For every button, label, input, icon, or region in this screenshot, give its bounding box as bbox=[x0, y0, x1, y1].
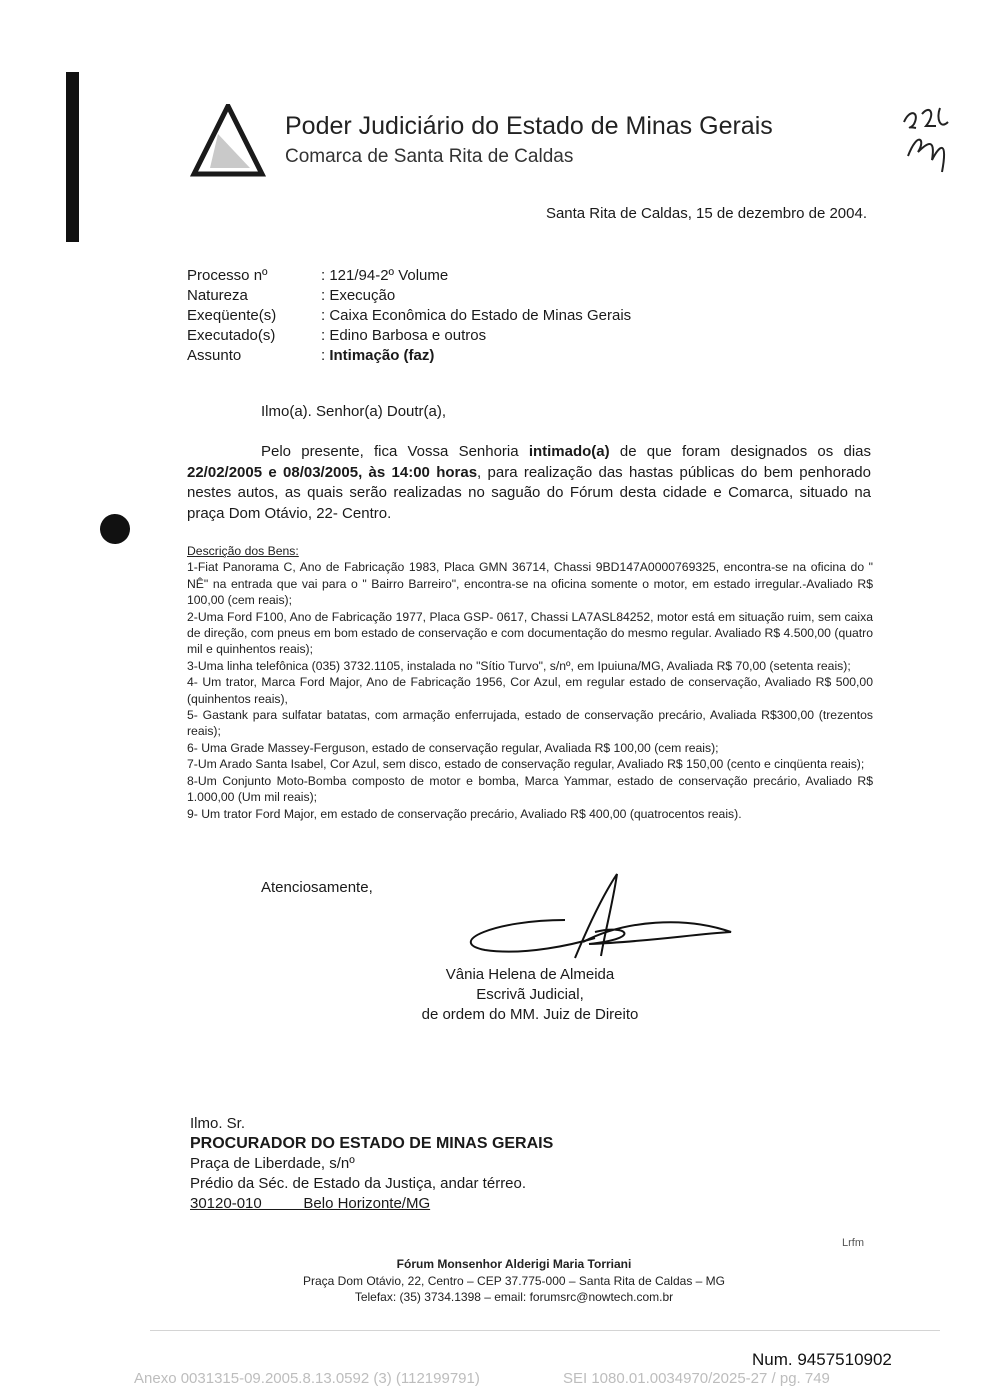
signer-name: Vânia Helena de Almeida bbox=[445, 966, 615, 983]
process-value: : 121/94-2º Volume bbox=[321, 267, 449, 284]
recipient-address: Praça de Liberdade, s/nº bbox=[190, 1155, 355, 1172]
process-value: : Edino Barbosa e outros bbox=[321, 327, 487, 344]
date-line: Santa Rita de Caldas, 15 de dezembro de 2004. bbox=[545, 205, 867, 222]
footer bbox=[200, 1256, 828, 1306]
process-label: Executado(s) bbox=[187, 327, 276, 344]
sei-stamp: SEI 1080.01.0034970/2025-27 / pg. 749 bbox=[563, 1370, 830, 1387]
process-label: Exeqüente(s) bbox=[187, 307, 277, 324]
annex-stamp: Anexo 0031315-09.2005.8.13.0592 (3) (112199791) bbox=[134, 1370, 480, 1387]
goods-item: 6- Uma Grade Massey-Ferguson, estado de conservação regular, Avaliada R$ 100,00 (cem reais); bbox=[187, 740, 719, 755]
recipient-block bbox=[190, 1114, 553, 1214]
recipient-address: Prédio da Séc. de Estado da Justiça, andar térreo. bbox=[190, 1175, 527, 1192]
process-row bbox=[187, 266, 631, 286]
goods-item: 1-Fiat Panorama C, Ano de Fabricação 1983, Placa GMN 36714, Chassi 9BD147A0000769325, encontra-se na oficina do " NÊ" na entrada que vai para o " Bairro Barreiro", encontra-se na oficina somente o motor, em estado irregular.-Avaliado R$ 100,00 (cem reais); bbox=[187, 560, 873, 608]
notice-text: de que foram designados os dias bbox=[609, 443, 871, 460]
process-value: : Execução bbox=[321, 287, 396, 304]
forum-name: Fórum Monsenhor Alderigi Maria Torriani bbox=[396, 1257, 632, 1271]
goods-item: 8-Um Conjunto Moto-Bomba composto de motor e bomba, Marca Yammar, estado de conservação precário, Avaliado R$ 1.000,00 (Um mil reais); bbox=[187, 773, 873, 805]
closing: Atenciosamente, bbox=[261, 879, 373, 896]
process-label: Processo nº bbox=[187, 267, 268, 284]
process-value: : Caixa Econômica do Estado de Minas Gerais bbox=[321, 307, 632, 324]
signer-note: de ordem do MM. Juiz de Direito bbox=[421, 1006, 639, 1023]
goods-description bbox=[187, 543, 873, 822]
punch-hole-mark bbox=[96, 510, 134, 548]
court-subtitle: Comarca de Santa Rita de Caldas bbox=[285, 146, 574, 167]
process-label: Natureza bbox=[187, 287, 248, 304]
process-row bbox=[187, 326, 631, 346]
process-label: Assunto bbox=[187, 347, 242, 364]
court-title: Poder Judiciário do Estado de Minas Gerais bbox=[285, 112, 773, 140]
process-value bbox=[321, 346, 434, 366]
recipient-postal-code-city: 30120-010 Belo Horizonte/MG bbox=[190, 1195, 431, 1212]
signer-block bbox=[380, 965, 680, 1025]
goods-heading: Descrição dos Bens: bbox=[187, 544, 299, 558]
goods-item: 2-Uma Ford F100, Ano de Fabricação 1977, Placa GSP- 0617, Chassi LA7ASL84252, motor está em situação ruim, sem caixa de direção, com pneus em bom estado de conservação e com documentação do mesmo regular. Avaliado R$ 4.500,00 (quatro mil e quinhentos reais); bbox=[187, 609, 873, 657]
typist-initials: Lrfm bbox=[842, 1237, 864, 1249]
court-logo-icon bbox=[188, 104, 268, 178]
handwritten-signature bbox=[455, 872, 745, 967]
process-value-subject: Intimação (faz) bbox=[329, 347, 435, 364]
goods-item: 7-Um Arado Santa Isabel, Cor Azul, sem disco, estado de conservação regular, Avaliado R$ 150,00 (cento e cinqüenta reais); bbox=[187, 757, 865, 772]
document-number: Num. 9457510902 bbox=[752, 1350, 892, 1369]
process-info bbox=[187, 266, 631, 366]
forum-contact: Telefax: (35) 3734.1398 – email: forumsrc@nowtech.com.br bbox=[354, 1290, 674, 1304]
goods-item: 5- Gastank para sulfatar batatas, com armação enferrujada, estado de conservação precário, Avaliada R$300,00 (trezentos reais); bbox=[187, 708, 873, 739]
scan-margin-bar bbox=[66, 72, 79, 242]
signer-role: Escrivã Judicial, bbox=[476, 986, 584, 1003]
notice-text: , para realização das hastas públicas do bem penhorado nestes autos, as quais serão realizadas no saguão do Fórum desta cidade e Comarca, situado na praça Dom Otávio, 22- Centro. bbox=[187, 463, 871, 522]
goods-item: 9- Um trator Ford Major, em estado de conservação precário, Avaliado R$ 400,00 (quatrocentos reais). bbox=[187, 806, 742, 821]
recipient-salutation: Ilmo. Sr. bbox=[190, 1115, 246, 1132]
divider bbox=[150, 1330, 940, 1331]
recipient-title: PROCURADOR DO ESTADO DE MINAS GERAIS bbox=[190, 1135, 554, 1152]
notice-text: Pelo presente, fica Vossa Senhoria bbox=[261, 443, 529, 460]
handwritten-page-number bbox=[896, 100, 956, 180]
notice-paragraph bbox=[187, 442, 871, 524]
notice-bold: intimado(a) bbox=[528, 443, 610, 460]
notice-dates: 22/02/2005 e 08/03/2005, às 14:00 horas bbox=[187, 463, 478, 481]
forum-address: Praça Dom Otávio, 22, Centro – CEP 37.775-000 – Santa Rita de Caldas – MG bbox=[302, 1273, 725, 1288]
goods-item: 4- Um trator, Marca Ford Major, Ano de Fabricação 1956, Cor Azul, em regular estado de conservação, Avaliado R$ 500,00 (quinhentos reais), bbox=[187, 675, 873, 706]
greeting: Ilmo(a). Senhor(a) Doutr(a), bbox=[261, 403, 447, 420]
process-value-prefix: : bbox=[321, 347, 330, 364]
process-row bbox=[187, 346, 631, 366]
process-row bbox=[187, 286, 631, 306]
goods-item: 3-Uma linha telefônica (035) 3732.1105, instalada no "Sítio Turvo", s/nº, em Ipuiuna/MG, Avaliada R$ 70,00 (setenta reais); bbox=[187, 658, 851, 673]
process-row bbox=[187, 306, 631, 326]
